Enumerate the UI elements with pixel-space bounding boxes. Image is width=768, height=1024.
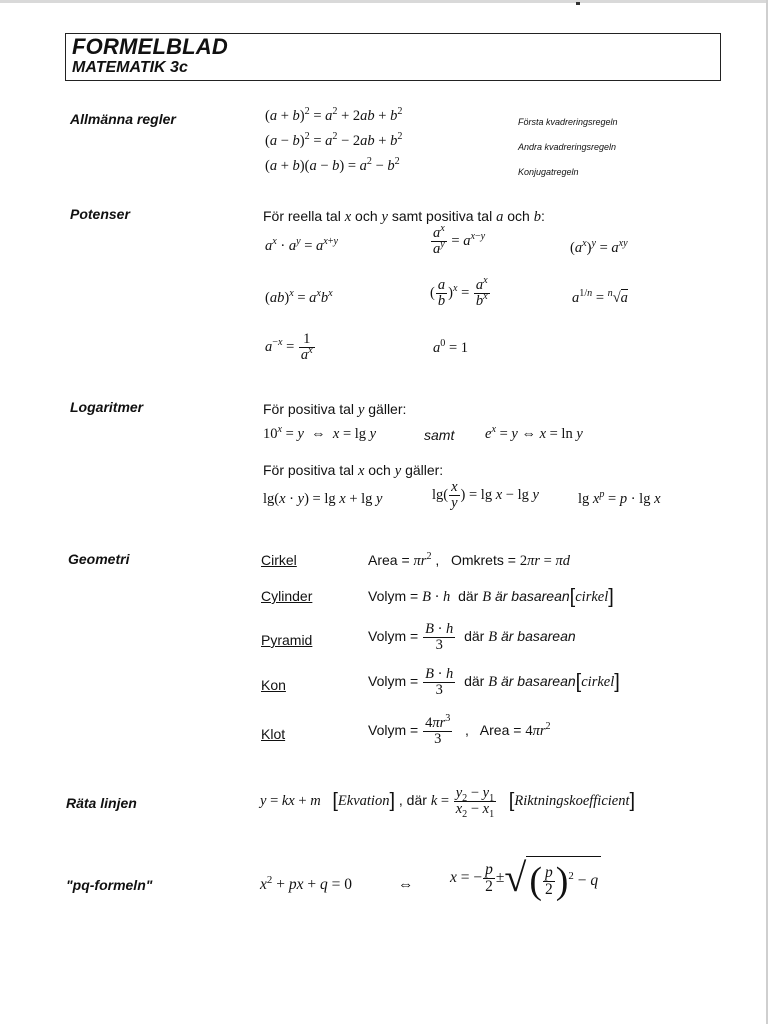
section-title-pq-formeln: "pq-formeln" (66, 877, 153, 893)
formula-product-power: $(ab)^x = a^xb^x$ (265, 288, 333, 306)
rata-riktningskoefficient-label: Riktningskoefficient (514, 793, 630, 810)
logaritmer-intro2: För positiva tal x och y gäller: (263, 462, 444, 479)
formula-lg-definition: $10^x = y$ ⇔ x = lg y (263, 424, 377, 442)
geometri-kon-formula: Volym = $\frac{B \cdot h}{3}$ där B är basarean[cirkel] (368, 666, 620, 699)
logaritmer-samt: samt (424, 427, 455, 443)
formula-pq-solution: x = − $\frac{p}{2}$ ±√( $\frac{p}{2}$ )$^2$ − q (450, 854, 601, 903)
pyramid-dar: där (464, 628, 485, 645)
formula-pq-equation: $x^2$ + px + q = 0 (260, 873, 352, 893)
page-title: FORMELBLAD (72, 34, 228, 59)
geometri-cylinder-label: Cylinder (261, 588, 313, 604)
pyramid-ar-basarean: är basarean (500, 628, 576, 645)
formula-lg-product: lg(x · y) = lg x + lg y (263, 491, 383, 507)
cirkel-area-label: Area = (368, 552, 410, 568)
cylinder-volym-label: Volym = (368, 588, 419, 604)
geometri-klot-label: Klot (261, 726, 286, 742)
page-subtitle: MATEMATIK 3c (72, 59, 188, 76)
formula-power-product: $a^x \cdot a^y = a^{x+y}$ (265, 236, 338, 254)
scan-edge-top (0, 0, 768, 3)
rata-linjen-formula: y = kx + m [Ekvation] , där k = $\frac{y_2 - y_1}{x_2 - x_1}$ [Riktningskoefficient] (260, 785, 636, 821)
logaritmer-galler1: gäller: (368, 401, 407, 417)
scan-mark (576, 2, 580, 5)
logaritmer-intro1: För positiva tal y gäller: (263, 401, 407, 418)
potenser-intro-och: och (355, 208, 378, 224)
klot-volym-label: Volym = (368, 722, 419, 739)
section-title-logaritmer: Logaritmer (70, 399, 144, 415)
geometri-pyramid-label: Pyramid (261, 632, 313, 648)
klot-area-label: Area = (479, 722, 522, 739)
kon-dar: där (464, 673, 485, 690)
geometri-cylinder-formula: Volym = B · h där B är basarean[cirkel] (368, 586, 614, 608)
section-title-potenser: Potenser (70, 206, 130, 222)
cylinder-cirkel: cirkel (575, 589, 609, 605)
section-title-geometri: Geometri (68, 551, 130, 567)
logaritmer-intro1-text: För positiva tal (263, 401, 355, 417)
cylinder-ar-basarean: är basarean (494, 588, 570, 604)
formula-conjugate: $(a + b)(a - b) = a^2 - b^2$ (265, 156, 400, 174)
formula-power-quotient: $\frac{a^x}{a^y}$ = $a^{x-y}$ (433, 223, 486, 258)
cirkel-omkrets-label: Omkrets = (450, 552, 516, 568)
formula-negative-exponent: $a^{-x}$ = $\frac{1}{a^x}$ (265, 331, 313, 364)
header-box (65, 33, 721, 81)
rata-dar: , där (398, 792, 427, 809)
logaritmer-intro2-och: och (368, 462, 391, 478)
pyramid-volym-label: Volym = (368, 628, 419, 645)
formula-power-power: $(a^x)^y = a^{xy}$ (570, 238, 628, 256)
formula-lg-power: $\lg x^p = p \cdot \lg x$ (578, 489, 661, 507)
label-andra-kvadreringsregeln: Andra kvadreringsregeln (518, 142, 617, 152)
cylinder-dar: där (458, 588, 479, 604)
potenser-intro-part2: samt positiva tal (391, 208, 493, 224)
geometri-cirkel-label: Cirkel (261, 552, 297, 568)
geometri-klot-formula: Volym = $\frac{4\pi r^3}{3}$ , Area = $4\pi r^2$ (368, 713, 551, 748)
potenser-intro: För reella tal x och y samt positiva tal a och b: (263, 208, 545, 225)
section-title-allmanna: Allmänna regler (70, 111, 176, 127)
label-konjugatregeln: Konjugatregeln (518, 167, 579, 177)
logaritmer-intro2-text: För positiva tal (263, 462, 355, 478)
formula-zero-exponent: $a^0 = 1$ (433, 338, 468, 356)
section-title-rata-linjen: Räta linjen (66, 795, 137, 811)
potenser-intro-och2: och (507, 208, 530, 224)
formula-square-diff: $(a - b)^2 = a^2 - 2ab + b^2$ (265, 131, 403, 149)
formula-pq-equivalence: ⇔ (398, 876, 414, 893)
kon-cirkel: cirkel (581, 674, 615, 691)
geometri-kon-label: Kon (261, 677, 286, 693)
rata-ekvation-label: Ekvation (337, 793, 390, 810)
formula-ln-definition: $e^x = y$ ⇔ x = ln y (485, 424, 583, 442)
geometri-pyramid-formula: Volym = $\frac{B \cdot h}{3}$ där B är basarean (368, 621, 576, 654)
formula-lg-quotient: lg( $\frac{x}{y}$ ) = lg x − lg y (432, 479, 539, 512)
geometri-cirkel-formulas: Area = $\pi r^2$ , Omkrets = 2πr = πd (368, 551, 570, 569)
label-forsta-kvadreringsregeln: Första kvadreringsregeln (518, 117, 618, 127)
logaritmer-galler2: gäller: (405, 462, 444, 478)
formula-square-sum: $(a + b)^2 = a^2 + 2ab + b^2$ (265, 106, 403, 124)
kon-volym-label: Volym = (368, 673, 419, 690)
formula-nth-root: $a^{1/n} = ^n√a$ (572, 288, 628, 306)
potenser-intro-part1: För reella tal (263, 208, 341, 224)
kon-ar-basarean: är basarean (500, 673, 576, 690)
formula-quotient-power: ( $\frac{a}{b}$ )$^x$ = $\frac{a^x}{b^x}$ (430, 275, 488, 310)
